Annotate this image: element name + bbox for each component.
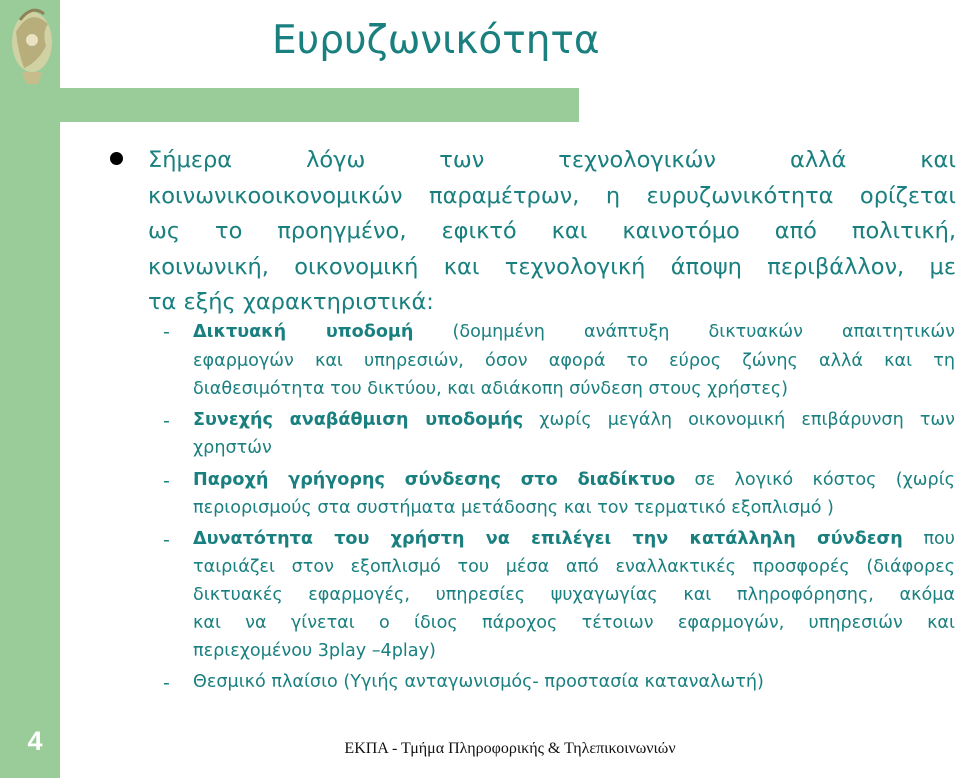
sub-item-dash-3: - — [163, 470, 170, 492]
sub-item-2-line-2: χρηστών — [193, 438, 272, 458]
athena-logo-icon — [2, 2, 60, 88]
sub-item-dash-2: - — [163, 410, 170, 432]
sub-item-3-line-2: περιορισμούς στα συστήματα μετάδοσης και τον τερματικό εξοπλισμό ) — [193, 498, 834, 518]
main-bullet-line-5: τα εξής χαρακτηριστικά: — [148, 289, 434, 315]
sub-item-dash-4: - — [163, 529, 170, 551]
sub-item-5-line-1: Θεσμικό πλαίσιο (Υγιής ανταγωνισμός- προστασία καταναλωτή) — [193, 672, 764, 692]
slide-title: Ευρυζωνικότητα — [272, 18, 600, 63]
sub-item-4-line-1 — [193, 525, 955, 554]
slide-number: 4 — [27, 726, 43, 756]
sub-item-1-rest: (δομημένη ανάπτυξη δικτυακών απαιτητικών — [413, 322, 955, 342]
sub-item-4-line-5: περιεχομένου 3play –4play) — [193, 641, 436, 661]
sub-item-2-line-1 — [193, 406, 955, 435]
sub-item-3-rest: σε λογικό κόστος (χωρίς — [675, 470, 955, 490]
sub-item-dash-1: - — [163, 321, 170, 343]
main-bullet-line-3: ως το προηγμένο, εφικτό και καινοτόμο από πολιτική, — [148, 218, 956, 244]
sub-item-4-line-3: δικτυακές εφαρμογές, υπηρεσίες ψυχαγωγίας και πληροφόρησης, ακόμα — [193, 585, 955, 605]
main-bullet-line-1: Σήμερα λόγω των τεχνολογικών αλλά και — [148, 147, 956, 173]
main-bullet-line-2: κοινωνικοοικονομικών παραμέτρων, η ευρυζωνικότητα ορίζεται — [148, 183, 956, 209]
sub-item-1-line-3: διαθεσιμότητα του δικτύου, και αδιάκοπη σύνδεση στους χρήστες) — [193, 379, 789, 399]
bullet-dot-icon — [110, 152, 123, 165]
sub-item-2-lead: Συνεχής αναβάθμιση υποδομής — [193, 410, 524, 430]
sub-item-1-line-1 — [193, 318, 955, 347]
sub-item-4-line-2: ταιριάζει στον εξοπλισμό του μέσα από εναλλακτικές προσφορές (διάφορες — [193, 557, 955, 577]
title-underline-bar — [36, 88, 579, 122]
sub-item-dash-5: - — [163, 672, 170, 694]
sub-item-3-line-1 — [193, 466, 955, 495]
main-bullet-line-4: κοινωνική, οικονομική και τεχνολογική άποψη περιβάλλον, με — [148, 254, 956, 280]
sub-item-4-line-4: και να γίνεται ο ίδιος πάροχος τέτοιων εφαρμογών, υπηρεσιών και — [193, 613, 955, 633]
slide-footer: ΕΚΠΑ - Τμήμα Πληροφορικής & Τηλεπικοινωνιών — [344, 740, 676, 757]
sub-item-4-rest: που — [902, 529, 955, 549]
sub-item-2-rest: χωρίς μεγάλη οικονομική επιβάρυνση των — [523, 410, 955, 430]
sub-item-4-lead: Δυνατότητα του χρήστη να επιλέγει την κατάλληλη σύνδεση — [193, 529, 903, 549]
sub-item-3-lead: Παροχή γρήγορης σύνδεσης στο διαδίκτυο — [193, 470, 676, 490]
sub-item-1-line-2: εφαρμογών και υπηρεσιών, όσον αφορά το εύρος ζώνης αλλά και τη — [193, 351, 955, 371]
sub-item-1-lead: Δικτυακή υποδομή — [193, 322, 414, 342]
